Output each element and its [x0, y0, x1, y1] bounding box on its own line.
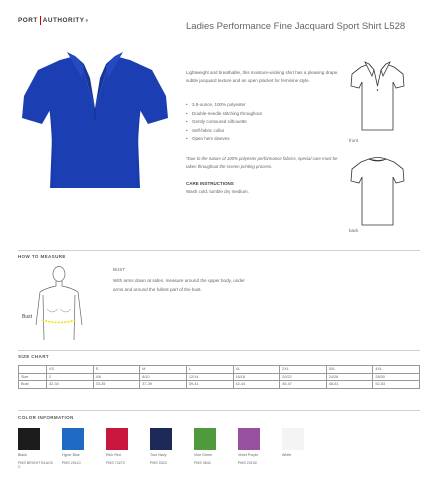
brand-logo	[18, 16, 89, 25]
swatch-name: Hyper Blue	[62, 453, 80, 457]
color-swatch[interactable]	[106, 428, 142, 470]
table-cell: 42-44	[233, 381, 280, 389]
section-divider	[18, 350, 420, 351]
feature-item: • Gently contoured silhouette	[186, 118, 346, 127]
swatch-pms: PMS 7427C	[106, 460, 126, 465]
size-header-cell: 2XL	[280, 366, 327, 374]
color-swatch-list	[18, 428, 318, 470]
table-cell: 8/10	[140, 373, 187, 381]
swatch-box	[282, 428, 304, 450]
swatch-pms: PMS 2315C	[238, 460, 258, 465]
front-flat-sketch	[350, 60, 405, 132]
care-text: Wash cold, tumble dry medium.	[186, 189, 249, 194]
hero-shirt-body	[22, 56, 168, 188]
table-cell: 2	[47, 373, 94, 381]
feature-list	[186, 101, 346, 144]
size-chart-heading: SIZE CHART	[18, 354, 49, 359]
size-header-cell: XL	[233, 366, 280, 374]
size-header-cell: XS	[47, 366, 94, 374]
how-to-measure-heading: HOW TO MEASURE	[18, 254, 66, 259]
swatch-name: Rich Red	[106, 453, 121, 457]
swatch-pms: PMS BRIGHT BLACK C	[18, 460, 54, 470]
feature-item: • 3.8-ounce, 100% polyester	[186, 101, 346, 110]
feature-item: • Double-needle stitching throughout	[186, 110, 346, 119]
table-cell: 33-35	[93, 381, 140, 389]
table-cell: 12/14	[186, 373, 233, 381]
table-cell: 28/30	[373, 373, 420, 381]
table-cell: 16/18	[233, 373, 280, 381]
back-flat-sketch	[350, 155, 405, 227]
row-label: Size	[19, 373, 47, 381]
section-divider	[18, 410, 420, 411]
size-header-cell: 3XL	[326, 366, 373, 374]
swatch-name: Violet Purple	[238, 453, 259, 457]
body-figure-illustration	[28, 265, 90, 345]
swatch-box	[194, 428, 216, 450]
color-information-heading: COLOR INFORMATION	[18, 415, 74, 420]
swatch-box	[18, 428, 40, 450]
brand-registered-mark: ®	[85, 18, 89, 23]
care-heading: CARE INSTRUCTIONS	[186, 181, 234, 186]
swatch-name: Black	[18, 453, 27, 457]
color-swatch[interactable]	[194, 428, 230, 470]
table-cell: 4/6	[93, 373, 140, 381]
bust-tape-line	[42, 320, 76, 323]
table-cell: 24/26	[326, 373, 373, 381]
bust-instructions: With arms down at sides, measure around the upper body, under arms and around the fullest part of the bust.	[113, 278, 245, 292]
swatch-box	[62, 428, 84, 450]
table-cell: 45-47	[280, 381, 327, 389]
brand-part-1: PORT	[18, 17, 38, 24]
swatch-pms: PMS 364C	[194, 460, 212, 465]
color-swatch[interactable]	[18, 428, 54, 470]
swatch-name: White	[282, 453, 292, 457]
printing-note: *Due to the nature of 100% polyester performance fabrics, special care must be taken throughout the screen printing process.	[186, 156, 338, 169]
size-header-cell: 4XL	[373, 366, 420, 374]
table-row	[19, 373, 420, 381]
table-cell: 20/22	[280, 373, 327, 381]
size-header-cell: M	[140, 366, 187, 374]
swatch-name: Vine Green	[194, 453, 213, 457]
color-swatch[interactable]	[62, 428, 98, 470]
swatch-box	[106, 428, 128, 450]
feature-item: • Self-fabric collar	[186, 127, 346, 136]
swatch-box	[238, 428, 260, 450]
color-swatch[interactable]	[150, 428, 186, 470]
bust-heading: BUST	[113, 267, 126, 272]
size-chart-table	[18, 365, 420, 389]
table-cell: 52-53	[373, 381, 420, 389]
table-row	[19, 381, 420, 389]
feature-item: • Open hem sleeves	[186, 135, 346, 144]
color-swatch[interactable]	[282, 428, 318, 470]
row-label: Bust	[19, 381, 47, 389]
hero-shirt-image	[20, 48, 170, 193]
product-description: Lightweight and breathable, this moisture-wicking shirt has a pleasing drape, subtle jacquard texture and an open placket for feminine style.	[186, 70, 339, 83]
swatch-box	[150, 428, 172, 450]
brand-part-2: AUTHORITY	[42, 17, 85, 24]
product-title: Ladies Performance Fine Jacquard Sport Shirt L528	[186, 21, 406, 32]
bust-figure-label: Bust	[22, 314, 33, 320]
table-cell: 39-41	[186, 381, 233, 389]
size-header-cell: L	[186, 366, 233, 374]
size-header-cell: S	[93, 366, 140, 374]
swatch-pms: PMS 2011C	[62, 460, 82, 465]
section-divider	[18, 250, 420, 251]
table-header-row	[19, 366, 420, 374]
swatch-pms: PMS 532C	[150, 460, 168, 465]
brand-divider	[40, 16, 41, 25]
back-label: back	[349, 228, 359, 233]
swatch-name: True Navy	[150, 453, 167, 457]
table-cell: 32-34	[47, 381, 94, 389]
color-swatch[interactable]	[238, 428, 274, 470]
front-label: front	[349, 138, 359, 143]
table-cell: 37-39	[140, 381, 187, 389]
table-cell: 48-51	[326, 381, 373, 389]
